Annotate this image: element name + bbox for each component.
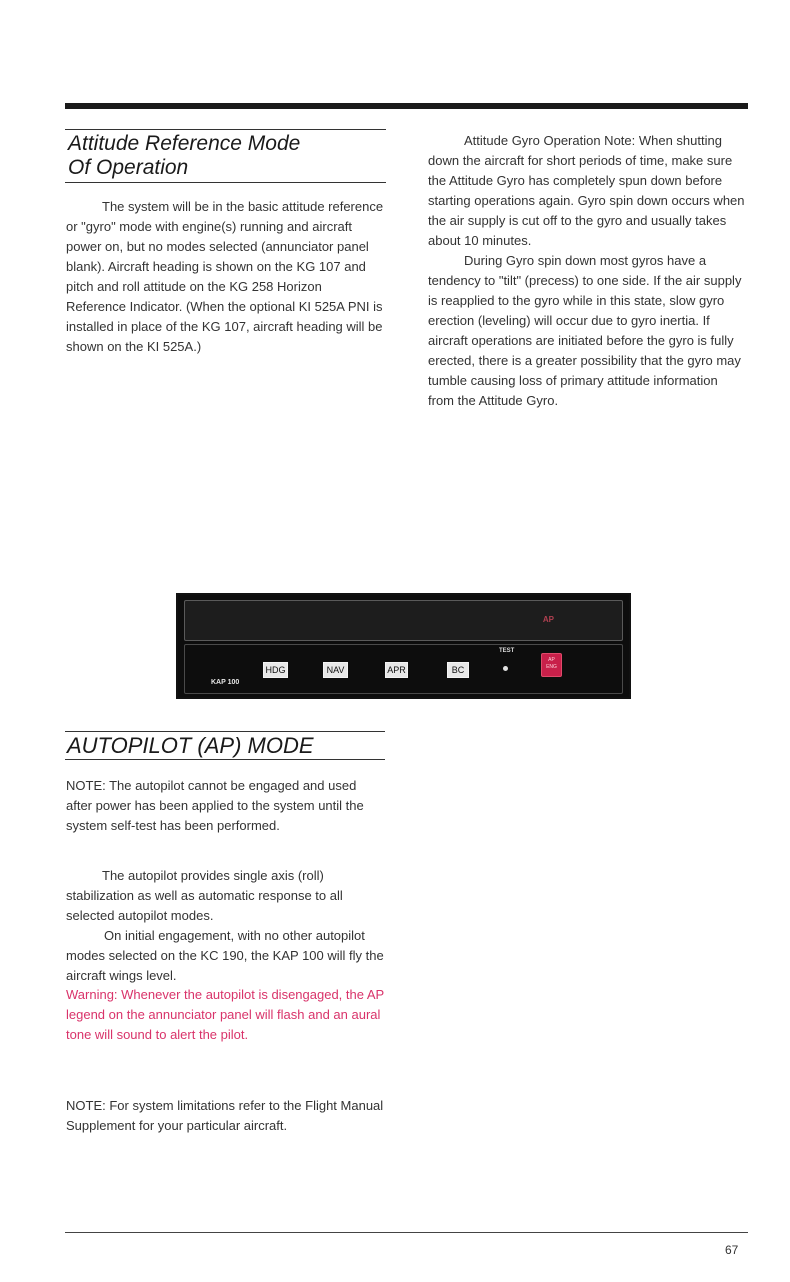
note-2 xyxy=(66,1096,384,1136)
note-2-label: NOTE: xyxy=(66,1098,106,1113)
warning-text: Warning: Whenever the autopilot is disengaged, the AP legend on the annunciator panel will flash and an aural tone will sound to alert the pilot. xyxy=(66,987,384,1042)
attitude-paragraph: The system will be in the basic attitude reference or "gyro" mode with engine(s) running and aircraft power on, but no modes selected (annunciator panel blank). Aircraft heading is shown on the KG 107 and pitch and roll attitude on the KG 258 Horizon Reference Indicator. (When the optional KI 525A PNI is installed in place of the KG 107, aircraft heading will be shown on the KI 525A.) xyxy=(66,199,384,354)
note-2-text: For system limitations refer to the Flight Manual Supplement for your particular aircraft. xyxy=(66,1098,384,1133)
section-title-attitude xyxy=(65,129,386,183)
note-1-label: NOTE: xyxy=(66,778,106,793)
gyro-note-paragraph-1: Attitude Gyro Operation Note: When shutting down the aircraft for short periods of time, make sure the Attitude Gyro has completely spun down before starting operations again. Gyro spin down occurs when the air supply is cut off to the gyro and usually takes about 10 minutes. xyxy=(428,133,745,248)
bottom-rule xyxy=(65,1232,748,1233)
attitude-paragraph-block xyxy=(66,197,384,357)
title-line-2: Of Operation xyxy=(68,156,189,179)
note-1-text: The autopilot cannot be engaged and used after power has been applied to the system until the system self-test has been performed. xyxy=(66,778,364,833)
hdg-button: HDG xyxy=(263,662,288,678)
bc-button: BC xyxy=(447,662,469,678)
model-label: KAP 100 xyxy=(211,679,240,686)
gyro-note-paragraph-2: During Gyro spin down most gyros have a tendency to "tilt" (precess) to one side. If the air supply is reapplied to the gyro while in this state, slow gyro erection (leveling) will occur due to gyro inertia. If aircraft operations are initiated before the gyro is fully erected, there is a greater possibility that the gyro may tumble causing loss of primary attitude information from the Attitude Gyro. xyxy=(428,253,742,408)
section-title-autopilot: AUTOPILOT (AP) MODE xyxy=(65,731,385,760)
page-number: 67 xyxy=(725,1243,739,1257)
ap-engage-button xyxy=(541,653,562,677)
ap-eng-line-2: ENG xyxy=(546,664,557,670)
test-indicator-icon xyxy=(503,666,508,671)
display-ap-legend: AP xyxy=(542,615,554,624)
nav-button: NAV xyxy=(323,662,348,678)
top-rule xyxy=(65,103,748,109)
annunciator-display xyxy=(184,600,623,641)
apr-button: APR xyxy=(385,662,408,678)
autopilot-paragraph-2: On initial engagement, with no other autopilot modes selected on the KC 190, the KAP 100 will fly the aircraft wings level. xyxy=(66,928,384,983)
kap100-panel-illustration xyxy=(176,593,631,699)
autopilot-paragraph-1: The autopilot provides single axis (roll) stabilization as well as automatic response to all selected autopilot modes. xyxy=(66,868,343,923)
panel-button-row xyxy=(184,644,623,694)
test-label: TEST xyxy=(499,648,515,654)
gyro-note-block xyxy=(428,131,746,411)
autopilot-body xyxy=(66,866,384,986)
title-line-1: Attitude Reference Mode xyxy=(68,132,301,155)
ap-eng-line-1: AP xyxy=(548,657,555,663)
note-1 xyxy=(66,776,384,836)
